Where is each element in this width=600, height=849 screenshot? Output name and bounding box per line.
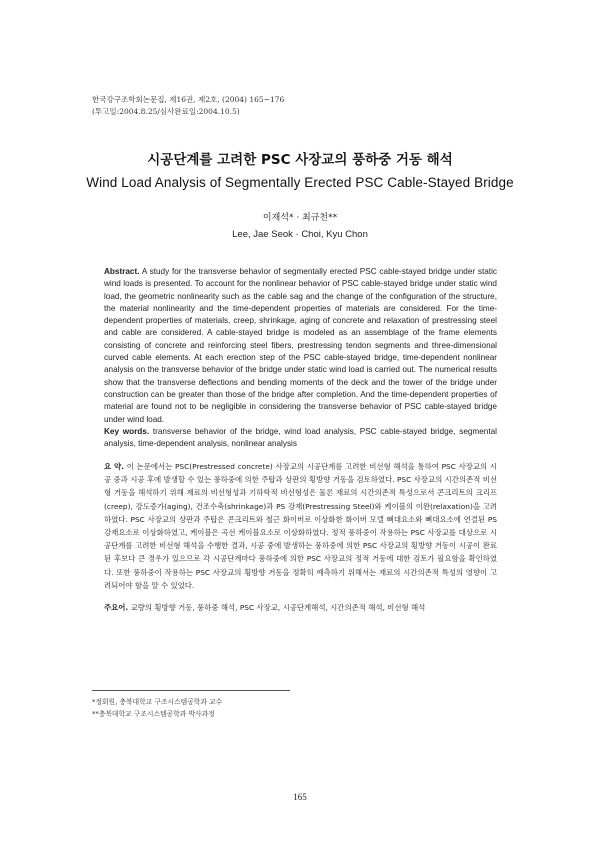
abstract-text: A study for the transverse behavior of segmentally erected PSC cable-stayed bridge under static wind loads is presented. To account for the nonlinear behavior of PSC cable-stayed bridge under static wind load, the geometric nonlinearity such as the cable sag and the change of the configuration of the structure, the material nonlinearity and the time-dependent properties of materials are considered. For the time-dependent properties of materials, creep, shrinkage, aging of concrete and relaxation of prestressing steel and cable are considered. A cable-stayed bridge is modeled as an assemblage of the frame elements consisting of concrete and reinforcing steel fibers, prestressing tendon segments and three-dimensional curved cable elements. At each erection step of the PSC cable-stayed bridge, time-dependent nonlinear analysis on the transverse behavior of the bridge under static wind load is carried out. The numerical results show that the transverse deflections and bending moments of the deck and the tower of the bridge under construction can be greater than those of the bridge after completion. And the time-dependent properties of material are found not to be negligible in considering the transverse behavior of PSC cable-stayed bridge under wind load. bbox=[104, 267, 497, 424]
footnote-1: *정회원, 충북대학교 구조시스템공학과 교수 bbox=[92, 698, 223, 706]
keywords-text: transverse behavior of the bridge, wind load analysis, PSC cable-stayed bridge, segmental analysis, time-dependent analysis, nonlinear analysis bbox=[104, 427, 497, 449]
summary-text: 이 논문에서는 PSC(Prestressed concrete) 사장교의 시공단계를 고려한 비선형 해석을 통하여 PSC 사장교의 시공 중과 시공 후에 발생할 수 있는 풍하중에 의한 주탑과 상판의 횡방향 거동을 검토하였다. PSC 사장교의 시간의존적 비선형 거동을 해석하기 위해 재료의 비선형성과 기하학적 비선형성은 물론 재료의 시간의존적 특성으로서 콘크리트의 크리프(creep), 강도증가(aging), 건조수축(shrinkage)과 PS 강재(Prestressing Steel)와 케이블의 이완(relaxation)을 고려하였다. PSC 사장교의 상판과 주탑은 콘크리트와 철근 화이버로 이상화한 화이버 모델 뼈대요소와 뼈대요소에 연결된 PS 강재요소로 이상화하였고, 케이블은 곡선 케이블요소로 이상화하였다. 정적 풍하중이 작용하는 PSC 사장교를 대상으로 시공단계를 고려한 비선형 해석을 수행한 결과, 시공 중에 발생하는 풍하중에 의한 PSC 사장교의 횡방향 거동이 시공이 완료된 후보다 큰 경우가 있으므로 각 시공단계마다 풍하중에 의한 PSC 사장교의 정적 거동에 대한 검토가 필요함을 확인하였다. 또한 풍하중이 작용하는 PSC 사장교의 횡방향 거동을 정확히 예측하기 위해서는 재료의 시간의존적 특성의 영향이 고려되어야 함을 알 수 있었다. bbox=[104, 462, 497, 590]
keywords bbox=[104, 426, 497, 451]
title-korean-suffix: 사장교의 풍하중 거동 해석 bbox=[290, 152, 453, 168]
footnotes bbox=[92, 696, 222, 720]
title-korean-bold: PSC bbox=[260, 152, 291, 168]
korean-summary bbox=[104, 460, 497, 592]
title-english: Wind Load Analysis of Segmentally Erected PSC Cable-Stayed Bridge bbox=[86, 175, 514, 190]
summary-label: 요 약. bbox=[104, 462, 125, 471]
footnote-divider bbox=[92, 690, 290, 691]
submission-dates: (투고일:2004.8.25/심사완료일:2004.10.5) bbox=[92, 107, 240, 116]
korean-keywords bbox=[104, 602, 504, 614]
keywords-label: Key words. bbox=[104, 427, 150, 436]
journal-citation: 한국강구조학회논문집, 제16권, 제2호, (2004) 165~176 bbox=[92, 95, 285, 104]
journal-header bbox=[92, 94, 284, 118]
title-korean bbox=[0, 148, 600, 168]
title-korean-prefix: 시공단계를 고려한 bbox=[147, 152, 261, 168]
mainwords-label: 주요어. bbox=[104, 603, 129, 612]
abstract bbox=[104, 266, 497, 426]
page-number: 165 bbox=[293, 792, 307, 802]
mainwords-text: 교량의 횡방향 거동, 풍하중 해석, PSC 사장교, 시공단계해석, 시간의존적 해석, 비선형 해석 bbox=[130, 603, 426, 612]
authors-english: Lee, Jae Seok · Choi, Kyu Chon bbox=[232, 229, 368, 240]
abstract-label: Abstract. bbox=[104, 267, 140, 276]
authors-korean: 이재석* · 최규천** bbox=[262, 213, 338, 223]
footnote-2: **충북대학교 구조시스템공학과 박사과정 bbox=[92, 710, 215, 718]
